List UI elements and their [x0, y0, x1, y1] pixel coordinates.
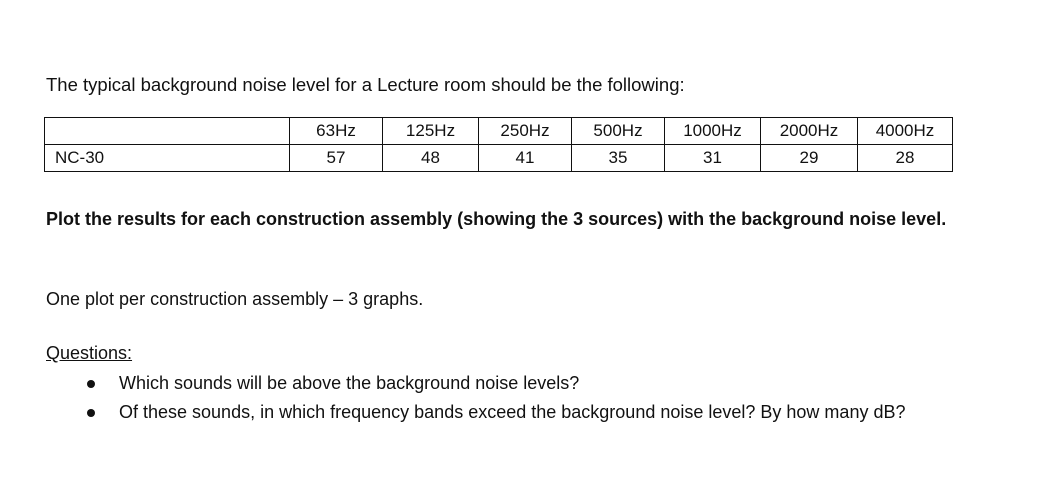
value-cell-2000hz: 29: [761, 145, 858, 172]
header-cell-250hz: 250Hz: [479, 118, 572, 145]
value-cell-500hz: 35: [572, 145, 665, 172]
question-text: Which sounds will be above the background noise levels?: [119, 373, 580, 393]
plot-instructions: Plot the results for each construction assembly (showing the 3 sources) with the background noise level.: [46, 209, 947, 229]
questions-heading: Questions:: [46, 343, 133, 363]
header-cell-2000hz: 2000Hz: [761, 118, 858, 145]
table-header-row: [45, 118, 953, 145]
background-noise-table: [44, 117, 953, 172]
table-row: [45, 145, 953, 172]
header-cell-1000hz: 1000Hz: [665, 118, 761, 145]
value-cell-4000hz: 28: [858, 145, 953, 172]
header-cell-63hz: 63Hz: [290, 118, 383, 145]
plot-count-text: One plot per construction assembly – 3 graphs.: [46, 289, 424, 309]
header-cell-500hz: 500Hz: [572, 118, 665, 145]
header-cell-empty: [45, 118, 290, 145]
header-cell-4000hz: 4000Hz: [858, 118, 953, 145]
bullet-icon: [87, 409, 95, 417]
value-cell-250hz: 41: [479, 145, 572, 172]
value-cell-1000hz: 31: [665, 145, 761, 172]
value-cell-63hz: 57: [290, 145, 383, 172]
row-label-nc30: NC-30: [45, 145, 290, 172]
value-cell-125hz: 48: [383, 145, 479, 172]
question-text: Of these sounds, in which frequency bands exceed the background noise level? By how many dB?: [119, 402, 906, 422]
intro-text: The typical background noise level for a Lecture room should be the following:: [46, 74, 685, 95]
bullet-icon: [87, 380, 95, 388]
header-cell-125hz: 125Hz: [383, 118, 479, 145]
